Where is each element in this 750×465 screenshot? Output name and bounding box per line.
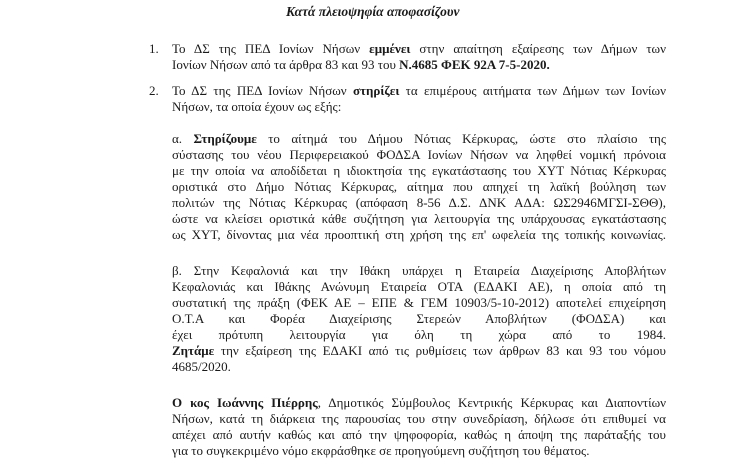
para-a-line-3: με την οποία να αποδίδεται η ιδιοκτησία της εγκατάστασης του ΧΥΤ Νότιας Κέρκυρας (172, 163, 666, 178)
item-2-number: 2. (149, 83, 159, 98)
para-a-line-5: πολιτών της Νότιας Κέρκυρας (απόφαση 8-56 Δ.Σ. ΔΝΚ ΑΔΑ: ΩΣ2946ΜΓΣΙ-ΣΘΘ), (172, 195, 666, 210)
emphasis: εμμένει (369, 41, 411, 56)
para-c-line-1 (172, 395, 666, 411)
item-1-number: 1. (149, 41, 159, 56)
item-2-line-1 (172, 83, 666, 99)
item-1-line-2 (172, 57, 550, 73)
para-b-line-6 (172, 343, 666, 359)
para-b-line-2: Κεφαλονιάς και Ιθάκης Ανώνυμη Εταιρεία ΟΤΑ (ΕΔΑΚΙ ΑΕ), η οποία από τη (172, 279, 666, 294)
emphasis: Ζητάμε (172, 343, 215, 358)
item-1-line-1 (172, 41, 666, 57)
para-b-line-5: έχει πρότυπη λειτουργία για όλη τη χώρα από το 1984. (172, 327, 666, 342)
text: Το ΔΣ της ΠΕΔ Ιονίων Νήσων (172, 41, 370, 56)
emphasis: στηρίζει (352, 83, 400, 98)
para-a-line-2: σύστασης του νέου Περιφερειακού ΦΟΔΣΑ Ιονίων Νήσων να ληφθεί νομική πρόνοια (172, 147, 666, 162)
para-b-line-3: συστατική της πράξη (ΦΕΚ ΑΕ – ΕΠΕ & ΓΕΜ 10903/5-10-2012) αποτελεί επιχείρηση (172, 295, 666, 310)
para-c-line-3: απέχει από αυτήν καθώς και από την ψηφοφορία, καθώς η άποψη της παράταξής του (172, 427, 666, 442)
para-a-line-6: ώστε να κλείσει οριστικά κάθε συζήτηση για λειτουργία της υπάρχουσας εγκατάστασης (172, 211, 666, 226)
text: , Δημοτικός Σύμβουλος Κεντρικής Κέρκυρας και Διαποντίων (317, 395, 667, 410)
item-2-line-2: Νήσων, τα οποία έχουν ως εξής: (172, 99, 342, 114)
text: τα επιμέρους αιτήματα των Δήμων των Ιονίων (399, 83, 666, 98)
para-b-line-4: Ο.Τ.Α και Φορέα Διαχείρισης Στερεών Αποβλήτων (ΦΟΔΣΑ) και (172, 311, 666, 326)
text: το αίτημά του Δήμου Νότιας Κέρκυρας, ώστε στο πλαίσιο της (256, 131, 667, 146)
para-a-line-4: οριστικά στο Δήμο Νότιας Κέρκυρας, αίτημα που απηχεί τη λαϊκή βούληση των (172, 179, 666, 194)
text: Ιονίων Νήσων από τα άρθρα 83 και 93 του (172, 57, 400, 72)
text: α. (172, 131, 194, 146)
page-title: Κατά πλειοψηφία αποφασίζουν (286, 4, 460, 19)
para-c-line-2: Νήσων, κατά τη διάρκεια της παρουσίας του στην συνεδρίαση, δήλωσε ότι επιθυμεί να (172, 411, 666, 426)
text: την εξαίρεση της ΕΔΑΚΙ από τις ρυθμίσεις των άρθρων 83 και 93 του νόμου (214, 343, 666, 358)
law-reference: Ν.4685 ΦΕΚ 92Α 7-5-2020. (399, 57, 550, 72)
person-name: Ο κος Ιωάννης Πιέρρης (172, 395, 318, 410)
emphasis: Στηρίζουμε (193, 131, 257, 146)
para-b-line-1: β. Στην Κεφαλονιά και την Ιθάκη υπάρχει η Εταιρεία Διαχείρισης Αποβλήτων (172, 263, 666, 278)
text: στην απαίτηση εξαίρεσης των Δήμων των (410, 41, 666, 56)
para-a-line-1 (172, 131, 666, 147)
para-a-line-7: ως ΧΥΤ, δίνοντας μια νέα προοπτική στη χρήση της επ' ωφελεία της τοπικής κοινωνίας. (172, 227, 666, 242)
para-b-line-7: 4685/2020. (172, 359, 231, 374)
text: Το ΔΣ της ΠΕΔ Ιονίων Νήσων (172, 83, 353, 98)
para-c-line-4: για το συγκεκριμένο νόμο εκφράσθηκε σε προηγούμενη συζήτηση του θέματος. (172, 443, 590, 458)
